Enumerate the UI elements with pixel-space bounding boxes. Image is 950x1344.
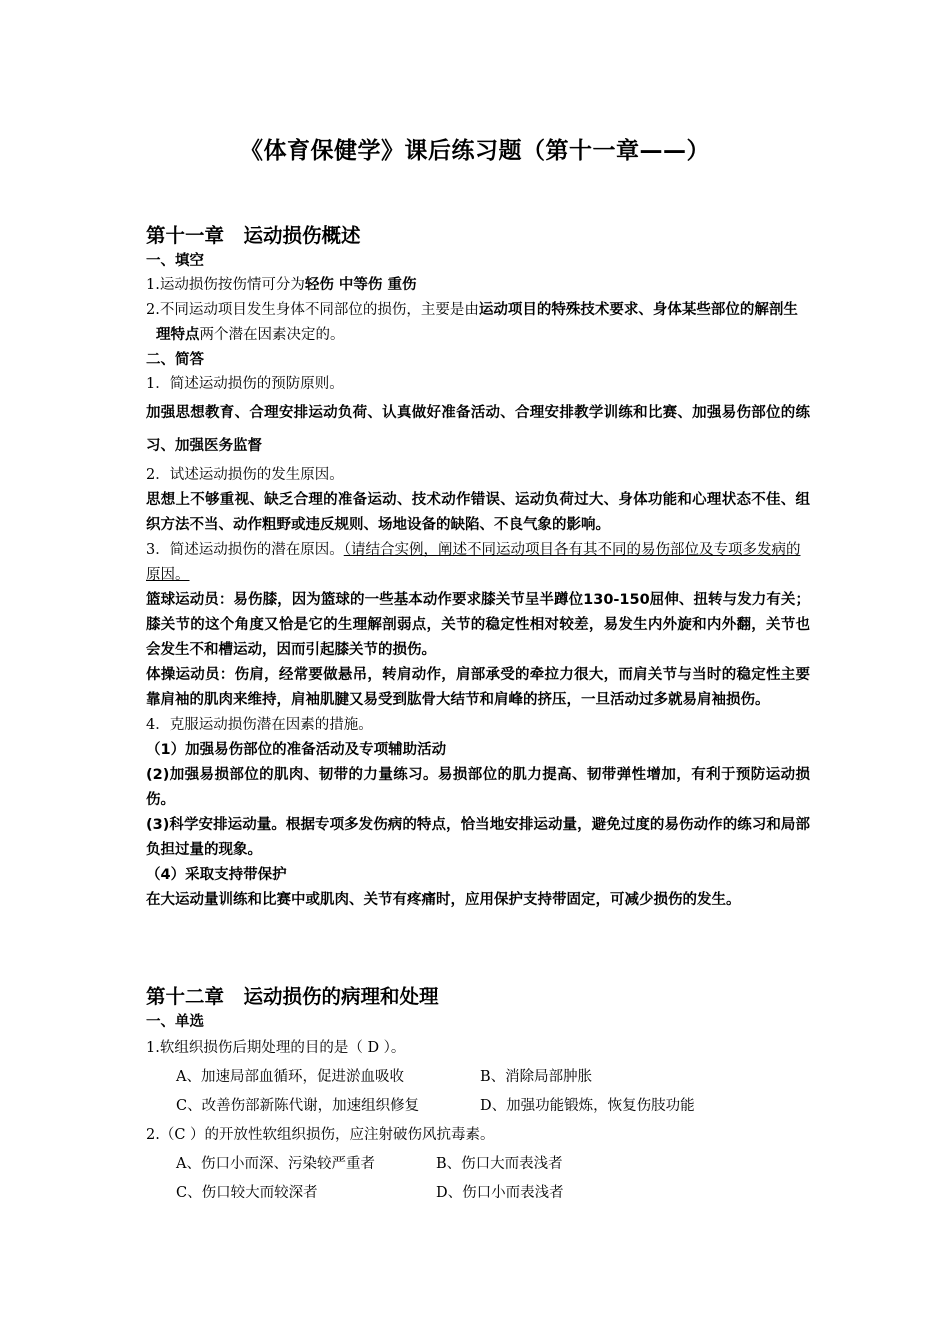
chapter-11-heading: 第十一章 运动损伤概述	[146, 224, 361, 247]
fill-question-2	[146, 298, 810, 348]
chapter-11	[146, 223, 810, 913]
measure-3: (3)科学安排运动量。根据专项多发伤病的特点，恰当地安排运动量，避免过度的易伤动作的练习和局部负担过量的现象。	[146, 817, 810, 858]
chapter-12-heading: 第十二章 运动损伤的病理和处理	[146, 985, 439, 1008]
measure-1: （1）加强易伤部位的准备活动及专项辅助活动	[146, 742, 447, 758]
document-title: 《体育保健学》课后练习题（第十一章——）	[240, 138, 710, 164]
short-answer-2: 思想上不够重视、缺乏合理的准备运动、技术动作错误、运动负荷过大、身体功能和心理状态不佳、组织方法不当、动作粗野或违反规则、场地设备的缺陷、不良气象的影响。	[146, 492, 810, 533]
chapter-12	[146, 984, 810, 1208]
section-short-answer: 二、简答	[146, 352, 204, 368]
fill-question-1	[146, 273, 810, 298]
option-b: B、伤口大而表浅者	[436, 1156, 563, 1172]
section-fill-blank: 一、填空	[146, 253, 204, 269]
choice-question-2-options-row-2	[176, 1179, 810, 1208]
option-b: B、消除局部肿胀	[480, 1069, 593, 1085]
choice-question-1-options-row-1	[176, 1063, 810, 1092]
question-text: 两个潜在因素决定的。	[199, 327, 345, 343]
short-question-2: 2．试述运动损伤的发生原因。	[146, 467, 344, 483]
section-single-choice: 一、单选	[146, 1014, 204, 1030]
option-c: C、伤口较大而较深者	[176, 1185, 318, 1201]
short-question-1: 1．简述运动损伤的预防原则。	[146, 376, 344, 392]
answer-text: 运动项目的特殊技术要求、身体某些部位的解剖生理特点	[156, 302, 798, 343]
question-note: （请结合实例，阐述不同运动项目各有其不同的易伤部位及专项多发病的原因。	[146, 542, 801, 583]
option-c: C、改善伤部新陈代谢，加速组织修复	[176, 1098, 420, 1114]
choice-question-1: 1.软组织损伤后期处理的目的是（ D ）。	[146, 1040, 406, 1056]
option-d: D、加强功能锻炼，恢复伤肢功能	[480, 1098, 695, 1114]
choice-question-2-options-row-1	[176, 1150, 810, 1179]
option-a: A、伤口小而深、污染较严重者	[176, 1156, 375, 1172]
measure-4: （4）采取支持带保护	[146, 867, 287, 883]
question-text: 3．简述运动损伤的潜在原因。	[146, 542, 344, 558]
option-a: A、加速局部血循环，促进淤血吸收	[176, 1069, 404, 1085]
short-answer-3-gymnastics: 体操运动员：伤肩，经常要做悬吊，转肩动作，肩部承受的牵拉力很大，而肩关节与当时的稳定性主要靠肩袖的肌肉来维持，肩袖肌腱又易受到肱骨大结节和肩峰的挤压，一旦活动过多就易肩袖损伤。	[146, 667, 810, 708]
measure-2: (2)加强易损部位的肌肉、韧带的力量练习。易损部位的肌力提高、韧带弹性增加，有利于预防运动损伤。	[146, 767, 810, 808]
short-answer-3-basketball: 篮球运动员：易伤膝，因为篮球的一些基本动作要求膝关节呈半蹲位130-150屈伸、扭转与发力有关；膝关节的这个角度又恰是它的生理解剖弱点，关节的稳定性相对较差，易发生内外旋和内外翻，关节也会发生不和槽运动，因而引起膝关节的损伤。	[146, 592, 810, 658]
question-text: 1.运动损伤按伤情可分为	[146, 277, 305, 293]
choice-question-2: 2.（C ）的开放性软组织损伤，应注射破伤风抗毒素。	[146, 1127, 495, 1143]
short-question-3	[146, 538, 810, 588]
short-answer-1: 加强思想教育、合理安排运动负荷、认真做好准备活动、合理安排教学训练和比赛、加强易伤部位的练习、加强医务监督	[146, 405, 810, 454]
question-text: 2.不同运动项目发生身体不同部位的损伤，主要是由	[146, 302, 479, 318]
measure-4-detail: 在大运动量训练和比赛中或肌肉、关节有疼痛时，应用保护支持带固定，可减少损伤的发生。	[146, 892, 741, 908]
option-d: D、伤口小而表浅者	[436, 1185, 564, 1201]
short-question-4: 4．克服运动损伤潜在因素的措施。	[146, 717, 373, 733]
answer-text: 轻伤 中等伤 重伤	[304, 277, 417, 293]
choice-question-1-options-row-2	[176, 1092, 810, 1121]
